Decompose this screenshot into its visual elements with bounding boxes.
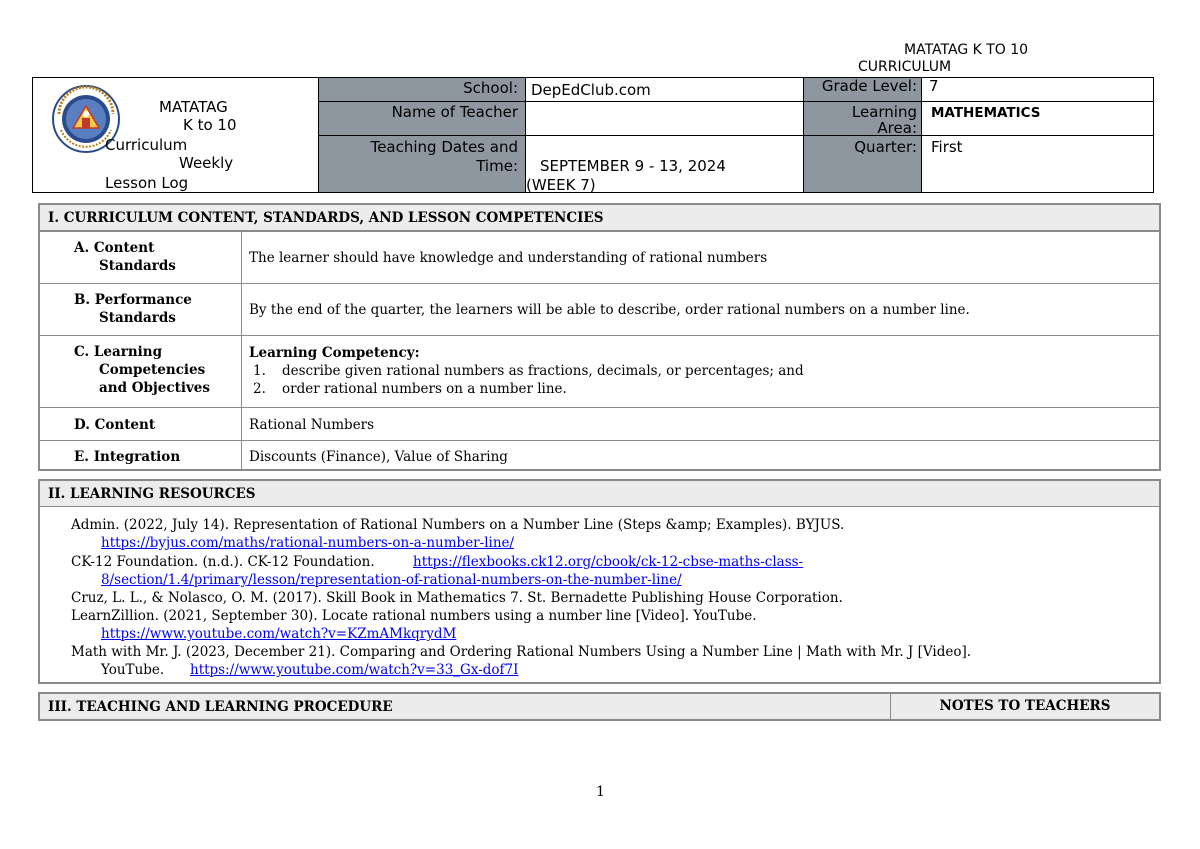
- logo-title-line1: MATATAG: [159, 98, 228, 116]
- learning-area-label-1: Learning: [851, 103, 917, 121]
- learning-competencies-row: [40, 335, 1159, 407]
- row-label: D. Content: [74, 417, 156, 433]
- row-label: Standards: [99, 310, 176, 326]
- teaching-dates-value-1: SEPTEMBER 9 - 13, 2024: [540, 157, 726, 175]
- teacher-name-label: Name of Teacher: [391, 103, 518, 121]
- integration-row: [40, 440, 1159, 471]
- quarter-label: Quarter:: [854, 138, 917, 156]
- reference-link[interactable]: https://flexbooks.ck12.org/cbook/ck-12-cbse-maths-class-: [413, 554, 804, 570]
- curriculum-section: [38, 203, 1161, 471]
- reference-link[interactable]: https://www.youtube.com/watch?v=KZmAMkqrydM: [101, 626, 457, 642]
- competency-item: order rational numbers on a number line.: [282, 381, 567, 397]
- row-text: By the end of the quarter, the learners will be able to describe, order rational numbers on a number line.: [249, 302, 970, 318]
- reference-link[interactable]: https://byjus.com/maths/rational-numbers-on-a-number-line/: [101, 535, 515, 551]
- school-value: DepEdClub.com: [531, 81, 651, 99]
- quarter-value: First: [931, 138, 963, 156]
- running-header-line2: CURRICULUM: [858, 59, 952, 75]
- row-label: and Objectives: [99, 380, 210, 396]
- learning-area-label-2: Area:: [877, 119, 917, 137]
- learning-competency-heading: Learning Competency:: [249, 345, 420, 361]
- learning-resources-section: [38, 479, 1161, 684]
- content-standards-row: [40, 231, 1159, 283]
- logo-title-line3: Curriculum: [105, 136, 188, 154]
- teaching-dates-label-1: Teaching Dates and: [370, 138, 518, 156]
- learning-area-value: MATHEMATICS: [931, 105, 1041, 121]
- school-label: School:: [463, 79, 518, 97]
- row-text: The learner should have knowledge and understanding of rational numbers: [249, 250, 768, 266]
- row-label: E. Integration: [74, 449, 181, 465]
- page-number: 1: [596, 784, 605, 800]
- teaching-dates-value-2: (WEEK 7): [526, 176, 596, 194]
- performance-standards-row: [40, 283, 1159, 335]
- lesson-info-table: [32, 77, 1154, 193]
- competency-number: 1.: [253, 363, 266, 379]
- logo-title-line2: K to 10: [183, 116, 237, 134]
- row-label: A. Content: [74, 240, 155, 256]
- teaching-procedure-title: III. TEACHING AND LEARNING PROCEDURE: [40, 694, 1159, 719]
- competency-number: 2.: [253, 381, 266, 397]
- teaching-dates-label-2: Time:: [476, 157, 518, 175]
- running-header-line1: MATATAG K TO 10: [904, 42, 1029, 58]
- row-text: Discounts (Finance), Value of Sharing: [249, 449, 508, 465]
- grade-level-value: 7: [929, 77, 939, 95]
- teaching-procedure-section: [38, 692, 1161, 721]
- logo-title-line4: Weekly: [179, 154, 234, 172]
- learning-resources-title: II. LEARNING RESOURCES: [40, 481, 1159, 507]
- competency-item: describe given rational numbers as fractions, decimals, or percentages; and: [282, 363, 804, 379]
- reference-text: Admin. (2022, July 14). Representation of Rational Numbers on a Number Line (Steps &amp; Examples). BYJUS.: [71, 517, 845, 533]
- reference-link[interactable]: 8/section/1.4/primary/lesson/representation-of-rational-numbers-on-the-number-line/: [101, 572, 682, 588]
- logo-title-line5: Lesson Log: [105, 174, 189, 192]
- curriculum-section-title: I. CURRICULUM CONTENT, STANDARDS, AND LESSON COMPETENCIES: [40, 205, 1159, 231]
- reference-text: CK-12 Foundation. (n.d.). CK-12 Foundation.: [71, 554, 375, 570]
- notes-to-teachers-header: NOTES TO TEACHERS: [939, 698, 1111, 714]
- reference-link[interactable]: https://www.youtube.com/watch?v=33_Gx-dof7I: [190, 662, 519, 678]
- reference-text: Cruz, L. L., & Nolasco, O. M. (2017). Skill Book in Mathematics 7. St. Bernadette Publishing House Corporation.: [71, 590, 843, 606]
- reference-text: YouTube.: [101, 662, 165, 678]
- row-label: Standards: [99, 258, 176, 274]
- grade-level-label: Grade Level:: [821, 77, 917, 95]
- row-label: Competencies: [99, 362, 206, 378]
- row-label: B. Performance: [74, 292, 192, 308]
- reference-text: LearnZillion. (2021, September 30). Locate rational numbers using a number line [Video]. YouTube.: [71, 608, 757, 624]
- reference-text: Math with Mr. J. (2023, December 21). Comparing and Ordering Rational Numbers Using a Number Line | Math with Mr. J [Video].: [71, 644, 972, 660]
- row-label: C. Learning: [74, 344, 163, 360]
- row-text: Rational Numbers: [249, 417, 375, 433]
- content-row: [40, 407, 1159, 440]
